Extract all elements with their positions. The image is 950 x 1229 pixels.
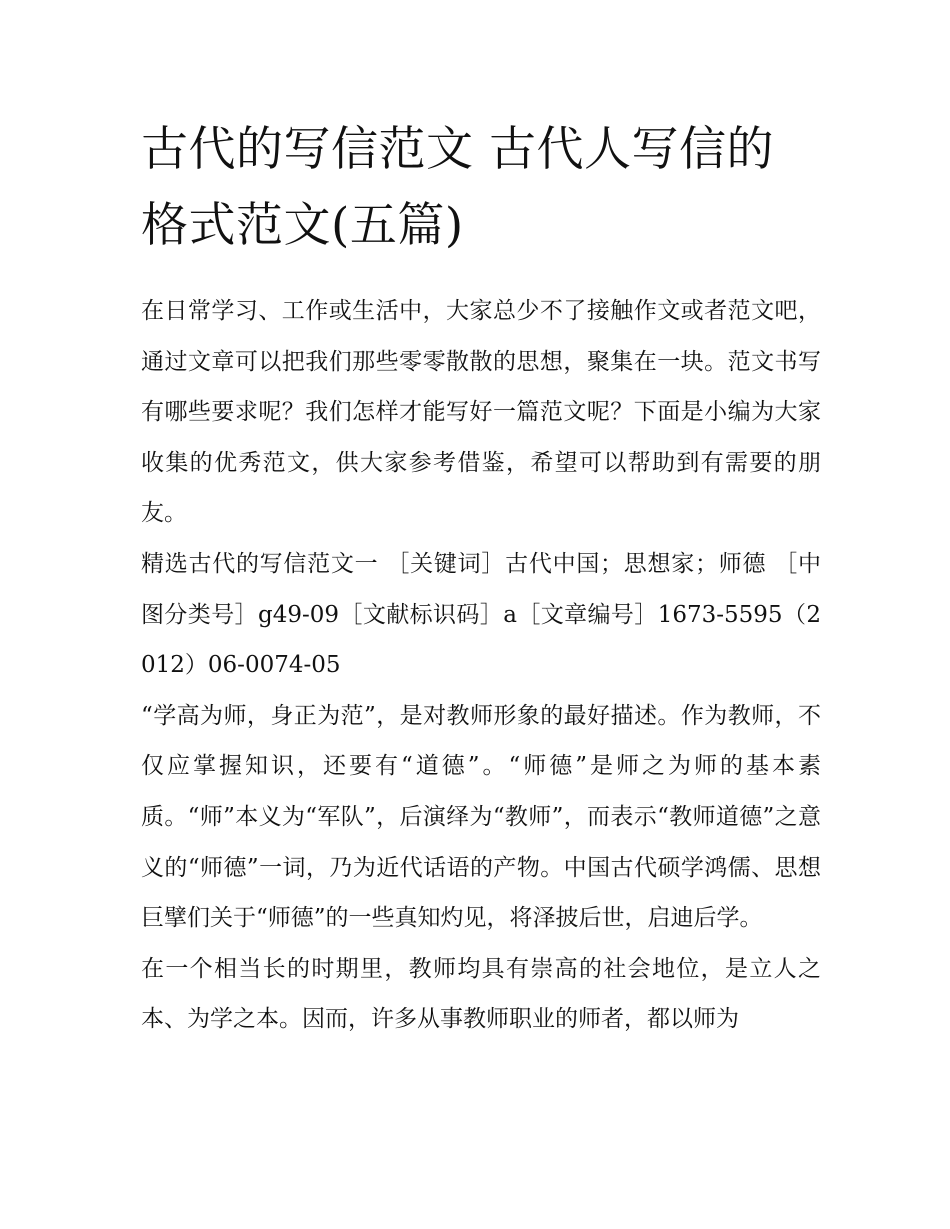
document-page: [141, 112, 821, 1045]
keywords-paragraph: 精选古代的写信范文一 ［关键词］古代中国；思想家；师德 ［中图分类号］g49-09［文献标识码］a［文章编号］1673-5595（2012）06-0074-05: [141, 550, 821, 679]
body-paragraph: “学高为师，身正为范”，是对教师形象的最好描述。作为教师，不仅应掌握知识，还要有“道德”。“师德”是师之为师的基本素质。“师”本义为“军队”，后演绎为“教师”，而表示“教师道德”之意义的“师德”一词，乃为近代话语的产物。中国古代硕学鸿儒、思想巨擘们关于“师德”的一些真知灼见，将泽披后世，启迪后学。: [141, 702, 821, 932]
body-paragraph: 在一个相当长的时期里，教师均具有崇高的社会地位，是立人之本、为学之本。因而，许多从事教师职业的师者，都以师为: [141, 955, 821, 1033]
document-title: 古代的写信范文 古代人写信的格式范文(五篇): [141, 122, 774, 253]
intro-paragraph: 在日常学习、工作或生活中，大家总少不了接触作文或者范文吧，通过文章可以把我们那些零零散散的思想，聚集在一块。范文书写有哪些要求呢？我们怎样才能写好一篇范文呢？下面是小编为大家收集的优秀范文，供大家参考借鉴，希望可以帮助到有需要的朋友。: [141, 298, 821, 527]
